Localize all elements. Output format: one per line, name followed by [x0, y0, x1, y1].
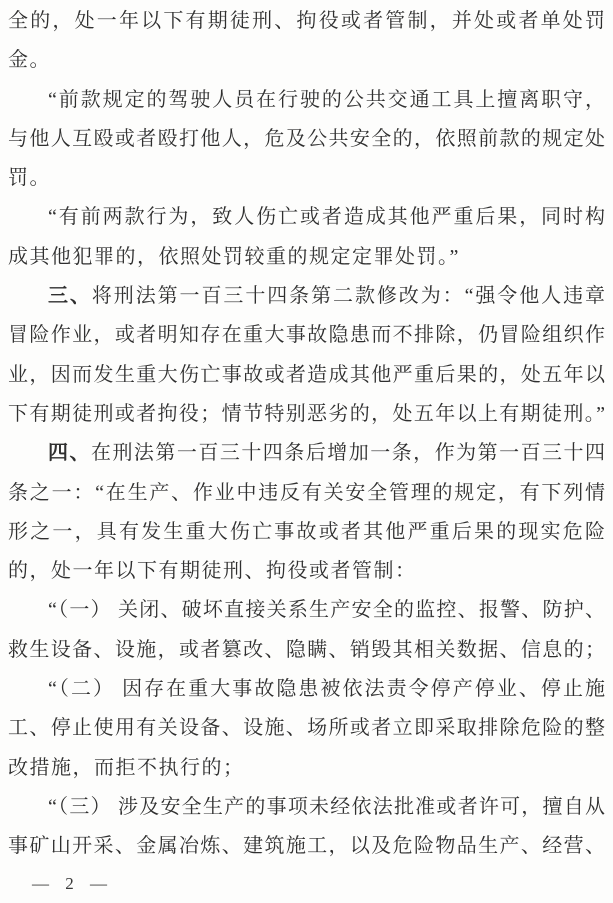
- text-line-18: “（二） 因存在重大事故隐患被依法责令停产停业、停止施: [48, 678, 605, 701]
- item-number-4: 四、: [48, 442, 91, 465]
- page-number: — 2 —: [32, 873, 109, 893]
- text-line-19: 工、停止使用有关设备、设施、场所或者立即采取排除危险的整: [8, 717, 605, 740]
- text-line-16: “（一） 关闭、破坏直接关系生产安全的监控、报警、防护、: [48, 599, 605, 622]
- text-line-2: 金。: [8, 49, 51, 72]
- text-line-1: 全的，处一年以下有期徒刑、拘役或者管制，并处或者单处罚: [8, 10, 605, 32]
- text-line-5: 罚。: [8, 167, 51, 190]
- text-line-9: 冒险作业，或者明知存在重大事故隐患而不排除，仍冒险组织作: [8, 324, 605, 347]
- text-line-6: “有前两款行为，致人伤亡或者造成其他严重后果，同时构: [48, 206, 605, 229]
- text-line-14: 形之一，具有发生重大伤亡事故或者其他严重后果的现实危险: [8, 520, 605, 543]
- text-line-12: [8, 434, 605, 473]
- text-line-22: 事矿山开采、金属冶炼、建筑施工，以及危险物品生产、经营、: [8, 835, 605, 858]
- item-number-3: 三、: [48, 285, 92, 308]
- text-line-8-body: 将刑法第一百三十四条第二款修改为：“强令他人违章: [91, 285, 605, 308]
- text-line-12-body: 在刑法第一百三十四条后增加一条，作为第一百三十四: [90, 442, 605, 465]
- text-line-13: 条之一：“在生产、作业中违反有关安全管理的规定，有下列情: [8, 481, 605, 504]
- text-line-10: 业，因而发生重大伤亡事故或者造成其他严重后果的，处五年以: [8, 363, 605, 386]
- text-line-11: 下有期徒刑或者拘役；情节特别恶劣的，处五年以上有期徒刑。”: [8, 402, 605, 425]
- text-line-20: 改措施，而拒不执行的；: [8, 756, 245, 779]
- text-line-17: 救生设备、设施，或者篡改、隐瞒、销毁其相关数据、信息的；: [8, 638, 605, 661]
- text-line-21: “（三） 涉及安全生产的事项未经依法批准或者许可，擅自从: [48, 795, 605, 818]
- text-line-15: 的，处一年以下有期徒刑、拘役或者管制：: [8, 560, 417, 583]
- text-line-7: 成其他犯罪的，依照处罚较重的规定定罪处罚。”: [8, 245, 460, 268]
- text-line-4: 与他人互殴或者殴打他人，危及公共安全的，依照前款的规定处: [8, 127, 605, 150]
- text-line-3: “前款规定的驾驶人员在行驶的公共交通工具上擅离职守，: [48, 88, 605, 111]
- text-line-8: [8, 277, 605, 316]
